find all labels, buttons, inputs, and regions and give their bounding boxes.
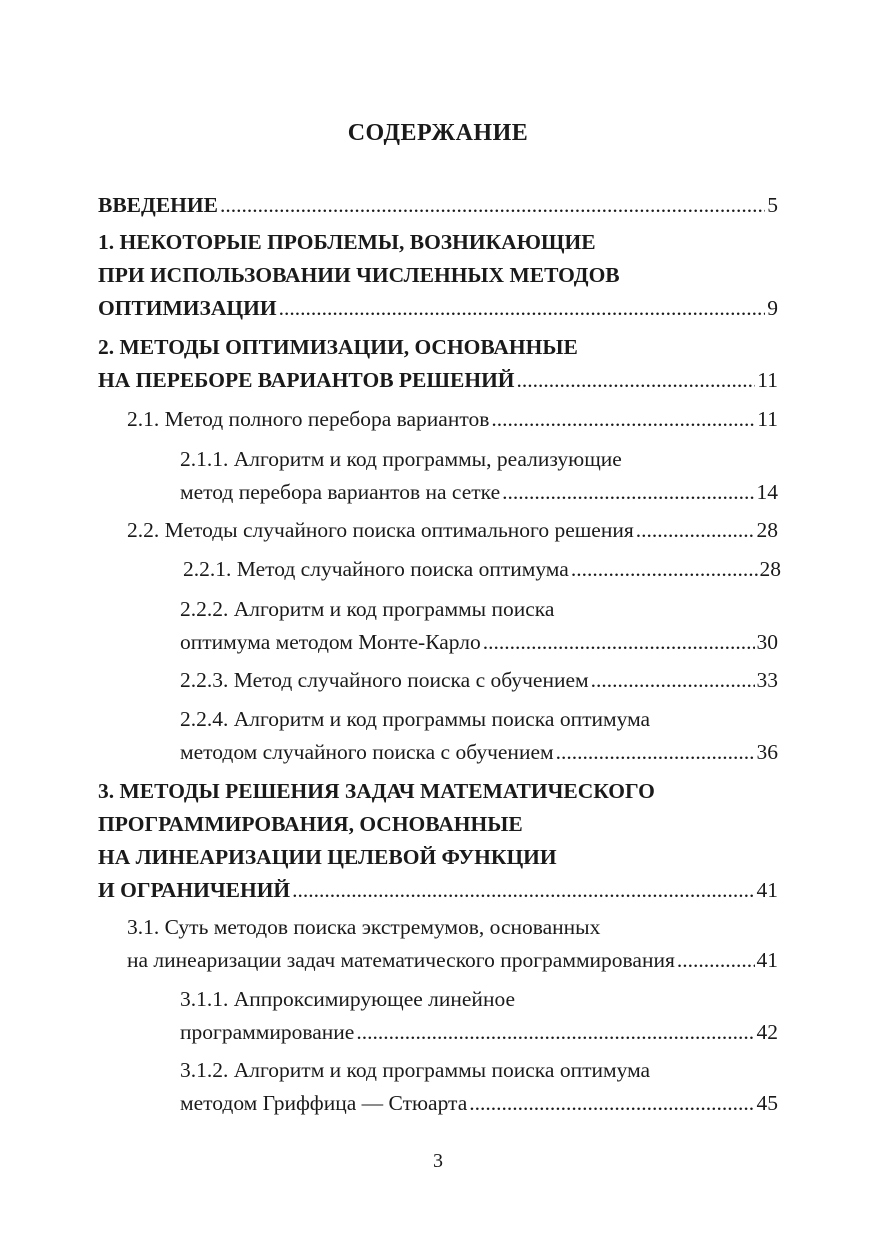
dot-leader xyxy=(591,664,755,697)
toc-entry-text: методом Гриффица — Стюарта xyxy=(180,1091,468,1115)
dot-leader xyxy=(517,364,756,397)
toc-entry[interactable] xyxy=(127,911,778,977)
toc-page-number: 41 xyxy=(756,948,778,972)
toc-entry[interactable] xyxy=(127,403,778,436)
toc-page-number: 11 xyxy=(757,368,778,392)
toc-entry-text: методом случайного поиска с обучением xyxy=(180,740,554,764)
toc-entry-line: 3.1. Суть методов поиска экстремумов, основанных xyxy=(127,915,601,939)
toc-entry-text: 2.2.1. Метод случайного поиска оптимума xyxy=(183,557,569,581)
toc-entry[interactable] xyxy=(127,514,778,547)
page-title: СОДЕРЖАНИЕ xyxy=(347,120,529,146)
toc-page-number: 28 xyxy=(759,557,781,581)
toc-entry[interactable] xyxy=(180,593,778,659)
dot-leader xyxy=(279,292,766,325)
toc-page-number: 28 xyxy=(756,518,778,542)
toc-entry-line: 3.1.1. Аппроксимирующее линейное xyxy=(180,987,516,1011)
toc-entry-text: метод перебора вариантов на сетке xyxy=(180,480,501,504)
toc-entry-last-line xyxy=(180,1016,778,1049)
toc-entry[interactable] xyxy=(98,189,778,222)
toc-entry-line: 3. МЕТОДЫ РЕШЕНИЯ ЗАДАЧ МАТЕМАТИЧЕСКОГО xyxy=(98,779,655,803)
toc-entry-last-line xyxy=(98,189,778,222)
toc-entry-line: 2.2.4. Алгоритм и код программы поиска оптимума xyxy=(180,707,651,731)
dot-leader xyxy=(491,403,755,436)
dot-leader xyxy=(356,1016,754,1049)
toc-entry-line: 2.1.1. Алгоритм и код программы, реализующие xyxy=(180,447,622,471)
toc-entry-text: И ОГРАНИЧЕНИЙ xyxy=(98,878,291,902)
toc-page-number: 36 xyxy=(756,740,778,764)
dot-leader xyxy=(220,189,765,222)
dot-leader xyxy=(571,553,758,586)
toc-entry-last-line xyxy=(180,626,778,659)
toc-entry[interactable] xyxy=(180,1054,778,1120)
toc-entry-text: ВВЕДЕНИЕ xyxy=(98,193,218,217)
toc-entry-text: НА ПЕРЕБОРЕ ВАРИАНТОВ РЕШЕНИЙ xyxy=(98,368,515,392)
toc-page-number: 45 xyxy=(756,1091,778,1115)
toc-entry[interactable] xyxy=(98,226,778,325)
dot-leader xyxy=(292,874,754,907)
toc-entry-last-line xyxy=(183,553,781,586)
toc-entry-line: 2.2.2. Алгоритм и код программы поиска xyxy=(180,597,555,621)
toc-entry-last-line xyxy=(127,944,778,977)
toc-entry[interactable] xyxy=(98,331,778,397)
toc-entry-last-line xyxy=(180,1087,778,1120)
toc-page-number: 42 xyxy=(756,1020,778,1044)
toc-entry[interactable] xyxy=(180,443,778,509)
toc-page-number: 9 xyxy=(767,296,778,320)
toc-entry-last-line xyxy=(127,514,778,547)
toc-page-number: 14 xyxy=(756,480,778,504)
dot-leader xyxy=(483,626,755,659)
toc-page-number: 33 xyxy=(756,668,778,692)
toc-entry[interactable] xyxy=(180,703,778,769)
toc-entry-last-line xyxy=(98,292,778,325)
dot-leader xyxy=(636,514,755,547)
toc-entry-last-line xyxy=(180,664,778,697)
toc-entry-last-line xyxy=(98,874,778,907)
toc-entry-last-line xyxy=(127,403,778,436)
toc-entry-text: на линеаризации задач математического программирования xyxy=(127,948,675,972)
toc-entry-text: программирование xyxy=(180,1020,355,1044)
page-number: 3 xyxy=(433,1150,443,1172)
toc-entry-last-line xyxy=(180,476,778,509)
toc-entry-text: 2.1. Метод полного перебора вариантов xyxy=(127,407,490,431)
toc-entry-line: ПРОГРАММИРОВАНИЯ, ОСНОВАННЫЕ xyxy=(98,812,523,836)
toc-entry[interactable] xyxy=(180,983,778,1049)
toc-entry-line: НА ЛИНЕАРИЗАЦИИ ЦЕЛЕВОЙ ФУНКЦИИ xyxy=(98,845,557,869)
toc-entry[interactable] xyxy=(98,775,778,907)
dot-leader xyxy=(469,1087,754,1120)
toc-page-number: 41 xyxy=(756,878,778,902)
dot-leader xyxy=(677,944,755,977)
toc-entry-last-line xyxy=(180,736,778,769)
toc-entry-text: 2.2. Методы случайного поиска оптимального решения xyxy=(127,518,634,542)
toc-entry[interactable] xyxy=(180,664,778,697)
toc-page-number: 30 xyxy=(756,630,778,654)
toc-entry-text: оптимума методом Монте-Карло xyxy=(180,630,481,654)
toc-entry-line: 2. МЕТОДЫ ОПТИМИЗАЦИИ, ОСНОВАННЫЕ xyxy=(98,335,578,359)
toc-page-number: 11 xyxy=(757,407,778,431)
toc-entry-line: 3.1.2. Алгоритм и код программы поиска оптимума xyxy=(180,1058,651,1082)
toc-entry[interactable] xyxy=(183,553,781,586)
toc-entry-last-line xyxy=(98,364,778,397)
dot-leader xyxy=(502,476,754,509)
toc-page-number: 5 xyxy=(767,193,778,217)
toc-entry-line: 1. НЕКОТОРЫЕ ПРОБЛЕМЫ, ВОЗНИКАЮЩИЕ xyxy=(98,230,596,254)
dot-leader xyxy=(556,736,755,769)
toc-entry-text: 2.2.3. Метод случайного поиска с обучением xyxy=(180,668,589,692)
toc-entry-line: ПРИ ИСПОЛЬЗОВАНИИ ЧИСЛЕННЫХ МЕТОДОВ xyxy=(98,263,620,287)
toc-entry-text: ОПТИМИЗАЦИИ xyxy=(98,296,277,320)
